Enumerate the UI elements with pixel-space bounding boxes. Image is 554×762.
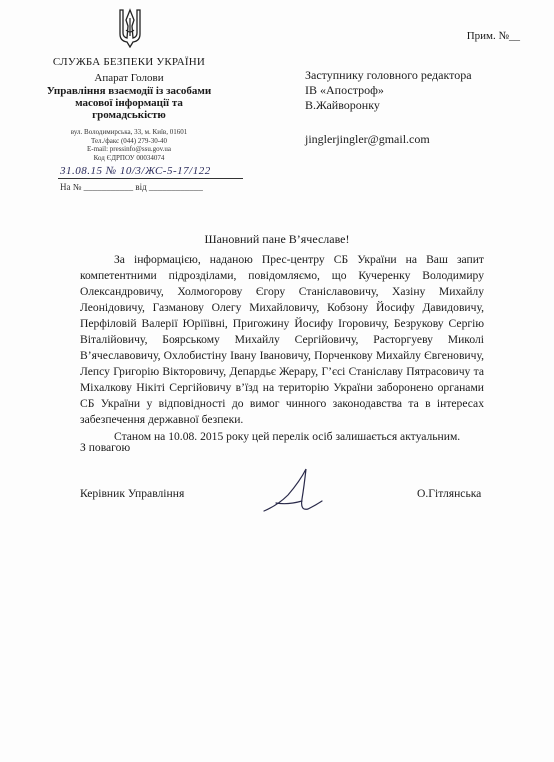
registration-number: 31.08.15 № 10/3/ЖС-5-17/122 [60,165,211,177]
greeting: Шановний пане В’ячеславе! [204,232,350,246]
apparat-name: Апарат Голови [94,72,164,84]
recipient-name: В.Жайворонку [305,98,380,112]
letter-body [80,252,484,445]
code-line: Код ЄДРПОУ 00034074 [93,153,165,162]
closing: З повагою [80,441,131,454]
registration-underline [58,178,243,179]
department-name: Управління взаємодії із засобами масової інформації та громадськістю [46,85,212,121]
phone-line: Тел./факс (044) 279-30-40 [90,136,168,145]
recipient-position: Заступнику головного редактора [305,68,472,82]
address-line: вул. Володимирська, 33, м. Київ, 01601 [70,128,188,136]
prim-note: Прим. №__ [466,30,520,42]
signer-title: Керівник Управління [80,487,185,500]
body-paragraph-1: За інформацією, наданою Прес-центру СБ України на Ваш запит компетентними підрозділами, повідомляємо, що Кучеренку Володимиру Олександровичу, Холмогорову Єгору Станіславовичу, Хазіну Михайлу Леонідовичу, Газманову Олегу Михайловичу, Кобзону Йосифу Давидовичу, Перфіловій Валерії Юріїівні, Пригожину Йосифу Ігоровичу, Безрукову Сергію Віталійовичу, Боярському Михайлу Сергійовичу, Расторгуеву Миколі В’ячеславовичу, Охлобистіну Івану Івановичу, Порченкову Михайлу Євгеновичу, Лепсу Григорію Вікторовичу, Депардьє Жерару, Г’єсі Станіславу Пятрасовичу та Міхалкову Нікіті Сергійовичу в’їзд на територію України заборонено органами СБ України у відповідності до вимог чинного законодавства та в інтересах забезпечення державної безпеки. [80,253,484,426]
handwritten-signature [258,465,338,525]
signer-name: О.Гітлянська [417,487,482,500]
address-block [44,128,214,162]
agency-name: СЛУЖБА БЕЗПЕКИ УКРАЇНИ [52,56,206,68]
recipient-block [305,68,535,113]
reference-line: На № ___________ від ____________ [60,182,203,192]
recipient-email: jinglerjingler@gmail.com [305,132,430,146]
email-line: E-mail: pressinfo@ssu.gov.ua [87,145,171,153]
recipient-organization: ІВ «Апостроф» [305,83,384,97]
body-paragraph-2: Станом на 10.08. 2015 року цей перелік осіб залишається актуальним. [114,430,461,443]
trident-emblem-icon [117,8,143,48]
